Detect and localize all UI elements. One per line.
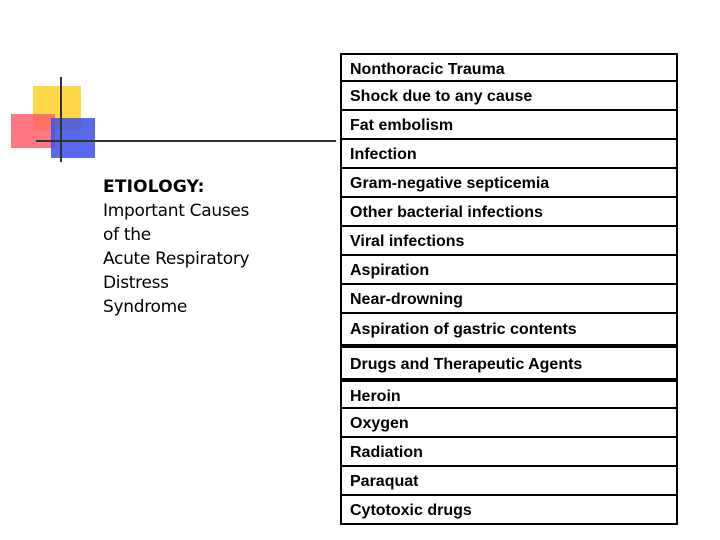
cause-row: Other bacterial infections [340,198,678,227]
cause-row: Fat embolism [340,111,678,140]
cause-row: Oxygen [340,409,678,438]
cause-row: Aspiration [340,256,678,285]
subtitle-line: Acute Respiratory [103,249,250,269]
decorative-vertical-line [60,77,62,162]
decorative-red-square [11,114,55,148]
subtitle-line: Distress [103,273,169,293]
slide-heading: ETIOLOGY: [103,177,205,197]
cause-row: Gram-negative septicemia [340,169,678,198]
cause-row: Cytotoxic drugs [340,496,678,525]
cause-row: Infection [340,140,678,169]
cause-row: Near-drowning [340,285,678,314]
decorative-blue-square [51,118,95,158]
cause-row: Radiation [340,438,678,467]
cause-row: Shock due to any cause [340,82,678,111]
subtitle-line: of the [103,225,151,245]
slide-title-block [103,175,313,319]
cause-row: Nonthoracic Trauma [340,53,678,82]
cause-row: Heroin [340,380,678,409]
cause-row: Aspiration of gastric contents [340,314,678,346]
subtitle-line: Important Causes [103,201,250,221]
causes-table [340,53,678,525]
cause-row: Drugs and Therapeutic Agents [340,346,678,380]
decorative-horizontal-line [36,140,336,142]
cause-row: Viral infections [340,227,678,256]
cause-row: Paraquat [340,467,678,496]
subtitle-line: Syndrome [103,297,188,317]
